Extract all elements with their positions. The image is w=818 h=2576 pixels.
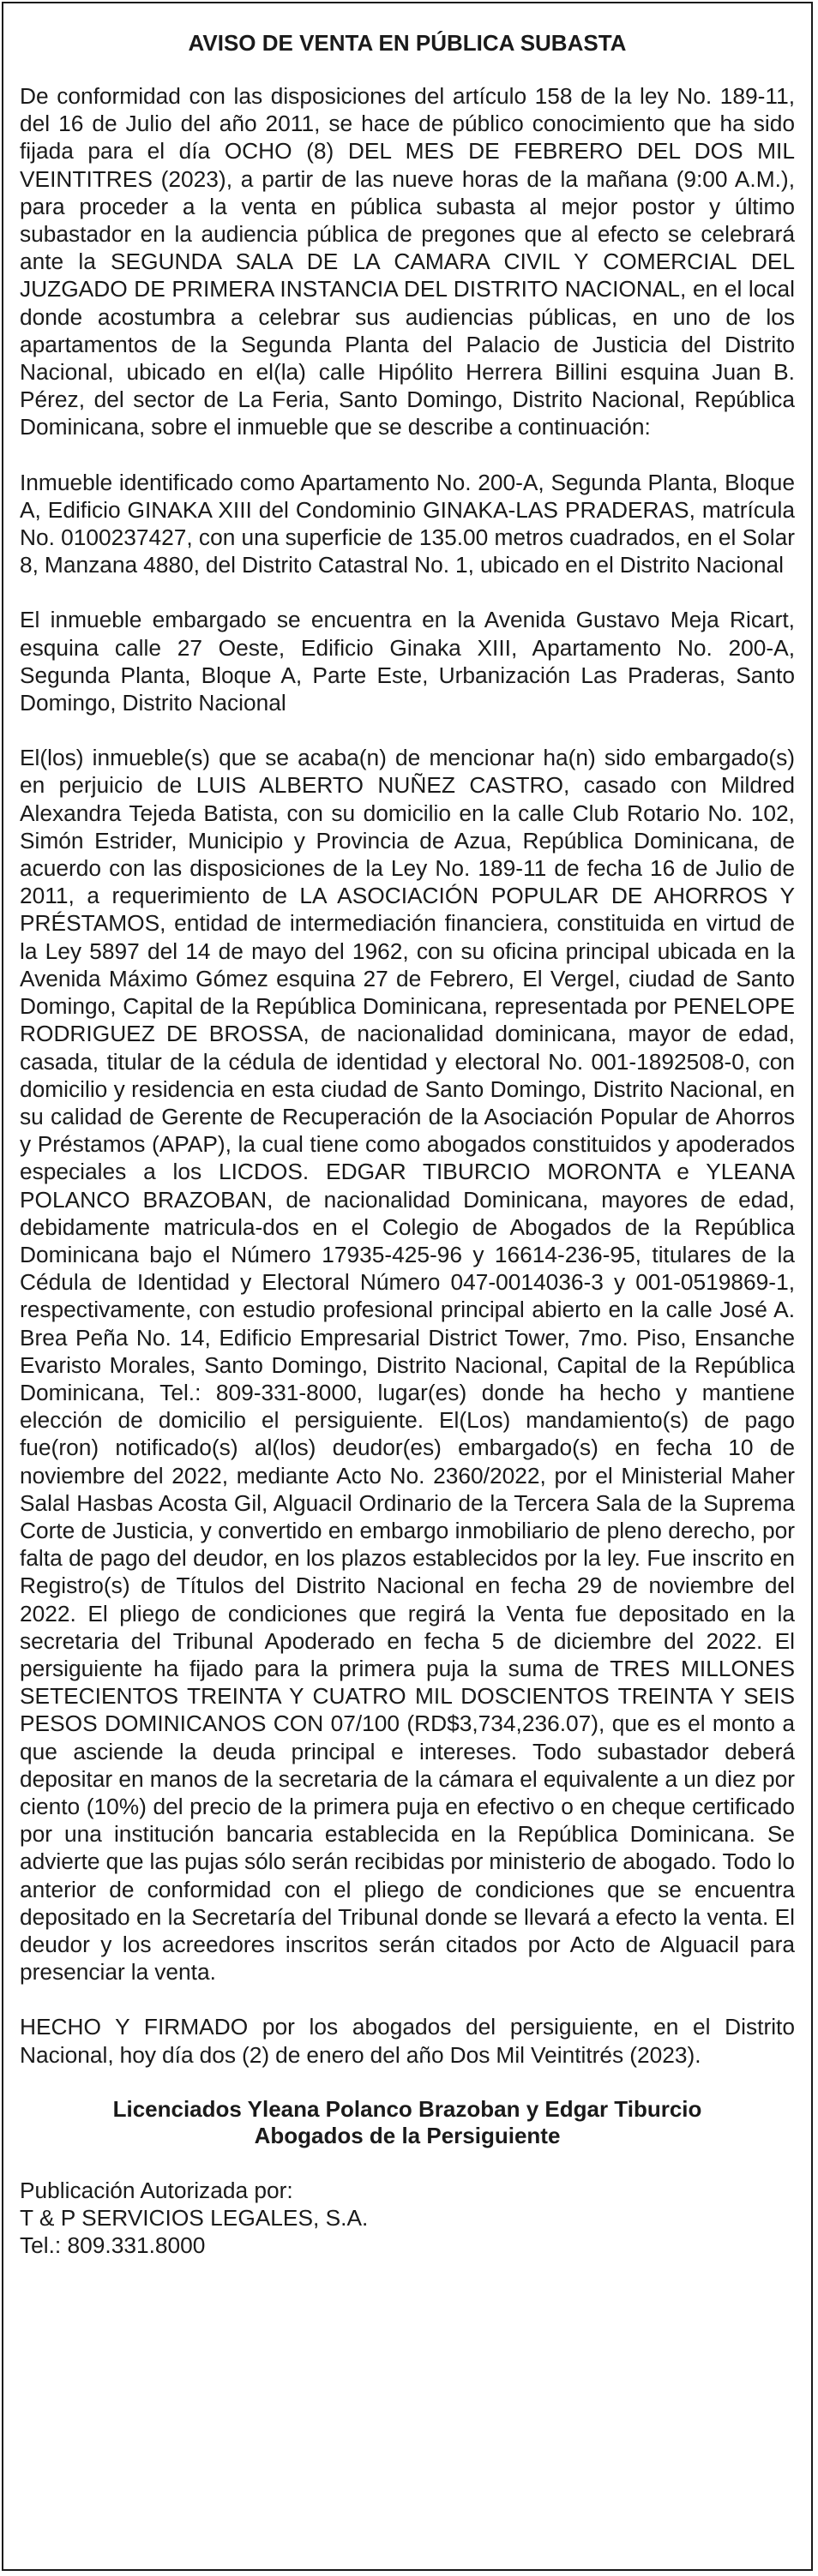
seizure-details-paragraph: El(los) inmueble(s) que se acaba(n) de mencionar ha(n) sido embargado(s) en perjuicio de LUIS ALBERTO NUÑEZ CASTRO, casado con Mildred Alexandra Tejeda Batista, con su domicilio en la calle Club Rotario No. 102, Simón Estrider, Municipio y Provincia de Azua, República Dominicana, de acuerdo con las disposiciones de la Ley No. 189-11 de fecha 16 de Julio de 2011, a requerimiento de LA ASOCIACIÓN POPULAR DE AHORROS Y PRÉSTAMOS, entidad de intermediación financiera, constituida en virtud de la Ley 5897 del 14 de mayo del 1962, con su oficina principal ubicada en la Avenida Máximo Gómez esquina 27 de Febrero, El Vergel, ciudad de Santo Domingo, Capital de la República Dominicana, representada por PENELOPE RODRIGUEZ DE BROSSA, de nacionalidad dominicana, mayor de edad, casada, titular de la cédula de identidad y electoral No. 001-1892508-0, con domicilio y residencia en esta ciudad de Santo Domingo, Distrito Nacional, en su calidad de Gerente de Recuperación de la Asociación Popular de Ahorros y Préstamos (APAP), la cual tiene como abogados constituidos y apoderados especiales a los LICDOS. EDGAR TIBURCIO MORONTA e YLEANA POLANCO BRAZOBAN, de nacionalidad Dominicana, mayores de edad, debidamente matricula-dos en el Colegio de Abogados de la República Dominicana bajo el Número 17935-425-96 y 16614-236-95, titulares de la Cédula de Identidad y Electoral Número 047-0014036-3 y 001-0519869-1, respectivamente, con estudio profesional principal abierto en la calle José A. Brea Peña No. 14, Edificio Empresarial District Tower, 7mo. Piso, Ensanche Evaristo Morales, Santo Domingo, Distrito Nacional, Capital de la República Dominicana, Tel.: 809-331-8000, lugar(es) donde ha hecho y mantiene elección de domicilio el persiguiente. El(Los) mandamiento(s) de pago fue(ron) notificado(s) al(los) deudor(es) embargado(s) en fecha 10 de noviembre del 2022, mediante Acto No. 2360/2022, por el Ministerial Maher Salal Hasbas Acosta Gil, Alguacil Ordinario de la Tercera Sala de la Suprema Corte de Justicia, y convertido en embargo inmobiliario de pleno derecho, por falta de pago del deudor, en los plazos establecidos por la ley. Fue inscrito en Registro(s) de Títulos del Distrito Nacional en fecha 29 de noviembre del 2022. El pliego de condiciones que regirá la Venta fue depositado en la secretaria del Tribunal Apoderado en fecha 5 de diciembre del 2022. El persiguiente ha fijado para la primera puja la suma de TRES MILLONES SETECIENTOS TREINTA Y CUATRO MIL DOSCIENTOS TREINTA Y SEIS PESOS DOMINICANOS CON 07/100 (RD$3,734,236.07), que es el monto a que asciende la deuda principal e intereses. Todo subastador deberá depositar en manos de la secretaria de la cámara el equivalente a un diez por ciento (10%) del precio de la primera puja en efectivo o en cheque certificado por una institución bancaria establecida en la República Dominicana. Se advierte que las pujas sólo serán recibidas por ministerio de abogado. Todo lo anterior de conformidad con el pliego de condiciones que se encuentra depositado en la Secretaría del Tribunal donde se llevará a efecto la venta. El deudor y los acreedores inscritos serán citados por Acto de Alguacil para presenciar la venta. <box>20 745 795 1986</box>
notice-title: AVISO DE VENTA EN PÚBLICA SUBASTA <box>188 30 627 56</box>
publisher-company: T & P SERVICIOS LEGALES, S.A. <box>20 2204 369 2231</box>
publisher-phone: Tel.: 809.331.8000 <box>20 2232 206 2258</box>
publisher-label: Publicación Autorizada por: <box>20 2177 293 2203</box>
property-description-paragraph: Inmueble identificado como Apartamento No. 200-A, Segunda Planta, Bloque A, Edificio GINAKA XIII del Condominio GINAKA-LAS PRADERAS, matrícula No. 0100237427, con una superficie de 135.00 metros cuadrados, en el Solar 8, Manzana 4880, del Distrito Catastral No. 1, ubicado en el Distrito Nacional <box>20 469 795 578</box>
signature-role: Abogados de la Persiguiente <box>254 2122 561 2148</box>
legal-notice <box>2 2 813 2571</box>
signature-names: Licenciados Yleana Polanco Brazoban y Edgar Tiburcio <box>112 2095 702 2122</box>
signed-paragraph: HECHO Y FIRMADO por los abogados del persiguiente, en el Distrito Nacional, hoy día dos (2) de enero del año Dos Mil Veintitrés (2023). <box>20 2014 795 2068</box>
intro-paragraph: De conformidad con las disposiciones del artículo 158 de la ley No. 189-11, del 16 de Julio del año 2011, se hace de público conocimiento que ha sido fijada para el día OCHO (8) DEL MES DE FEBRERO DEL DOS MIL VEINTITRES (2023), a partir de las nueve horas de la mañana (9:00 A.M.), para proceder a la venta en pública subasta al mejor postor y último subastador en la audiencia pública de pregones que al efecto se celebrará ante la SEGUNDA SALA DE LA CAMARA CIVIL Y COMERCIAL DEL JUZGADO DE PRIMERA INSTANCIA DEL DISTRITO NACIONAL, en el local donde acostumbra a celebrar sus audiencias públicas, en uno de los apartamentos de la Segunda Planta del Palacio de Justicia del Distrito Nacional, ubicado en el(la) calle Hipólito Herrera Billini esquina Juan B. Pérez, del sector de La Feria, Santo Domingo, Distrito Nacional, República Dominicana, sobre el inmueble que se describe a continuación: <box>20 83 795 440</box>
signature-block <box>20 2096 795 2149</box>
publisher-block <box>20 2177 795 2259</box>
property-location-paragraph: El inmueble embargado se encuentra en la Avenida Gustavo Meja Ricart, esquina calle 27 Oeste, Edificio Ginaka XIII, Apartamento No. 200-A, Segunda Planta, Bloque A, Parte Este, Urbanización Las Praderas, Santo Domingo, Distrito Nacional <box>20 607 795 716</box>
